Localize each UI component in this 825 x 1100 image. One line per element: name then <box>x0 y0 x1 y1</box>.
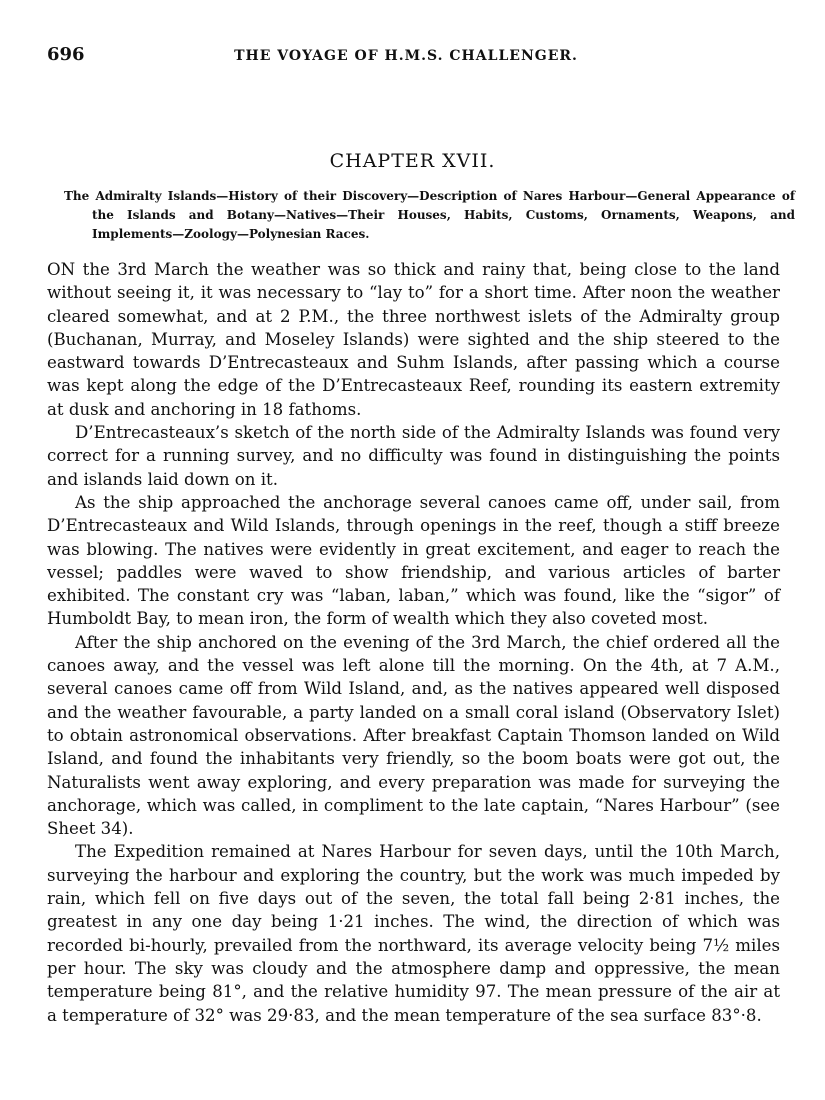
paragraph: ON the 3rd March the weather was so thick and rainy that, being close to the land without seeing it, it was necessary to “lay to” for a short time. After noon the weather cleared somewhat, and at 2 P.M., the three northwest islets of the Admiralty group (Buchanan, Murray, and Moseley Islands) were sighted and the ship steered to the eastward towards D’Entrecasteaux and Suhm Islands, after passing which a course was kept along the edge of the D’Entrecasteaux Reef, rounding its eastern extremity at dusk and anchoring in 18 fathoms. <box>47 260 780 419</box>
paragraph: After the ship anchored on the evening of the 3rd March, the chief ordered all the canoes away, and the vessel was left alone till the morning. On the 4th, at 7 A.M., several canoes came off from Wild Island, and, as the natives appeared well disposed and the weather favourable, a party landed on a small coral island (Observatory Islet) to obtain astronomical observations. After breakfast Captain Thomson landed on Wild Island, and found the inhabitants very friendly, so the boom boats were got out, the Naturalists went away exploring, and every preparation was made for surveying the anchorage, which was called, in compliment to the late captain, “Nares Harbour” (see Sheet 34). <box>47 632 780 839</box>
page-header <box>47 44 765 74</box>
page-number: 696 <box>47 44 85 65</box>
chapter-title: CHAPTER XVII. <box>329 150 496 172</box>
paragraph: D’Entrecasteaux’s sketch of the north side of the Admiralty Islands was found very correct for a running survey, and no difficulty was found in distinguishing the points and islands laid down on it. <box>47 423 780 489</box>
running-title: THE VOYAGE OF H.M.S. CHALLENGER. <box>234 48 578 64</box>
chapter-summary: The Admiralty Islands—History of their Discovery—Description of Nares Harbour—General Appearance of the Islands and Botany—Natives—Their Houses, Habits, Customs, Ornaments, Weapons, and Implements—Zoology—Polynesian Races. <box>64 189 795 241</box>
body-text <box>47 258 780 1027</box>
paragraph: As the ship approached the anchorage several canoes came off, under sail, from D’Entrecasteaux and Wild Islands, through openings in the reef, though a stiff breeze was blowing. The natives were evidently in great excitement, and eager to reach the vessel; paddles were waved to show friendship, and various articles of barter exhibited. The constant cry was “laban, laban,” which was found, like the “sigor” of Humboldt Bay, to mean iron, the form of wealth which they also coveted most. <box>47 492 780 629</box>
paragraph: The Expedition remained at Nares Harbour for seven days, until the 10th March, surveying the harbour and exploring the country, but the work was much impeded by rain, which fell on five days out of the seven, the total fall being 2·81 inches, the greatest in any one day being 1·21 inches. The wind, the direction of which was recorded bi-hourly, prevailed from the northward, its average velocity being 7½ miles per hour. The sky was cloudy and the atmosphere damp and oppressive, the mean temperature being 81°, and the relative humidity 97. The mean pressure of the air at a temperature of 32° was 29·83, and the mean temperature of the sea surface 83°·8. <box>47 842 780 1025</box>
